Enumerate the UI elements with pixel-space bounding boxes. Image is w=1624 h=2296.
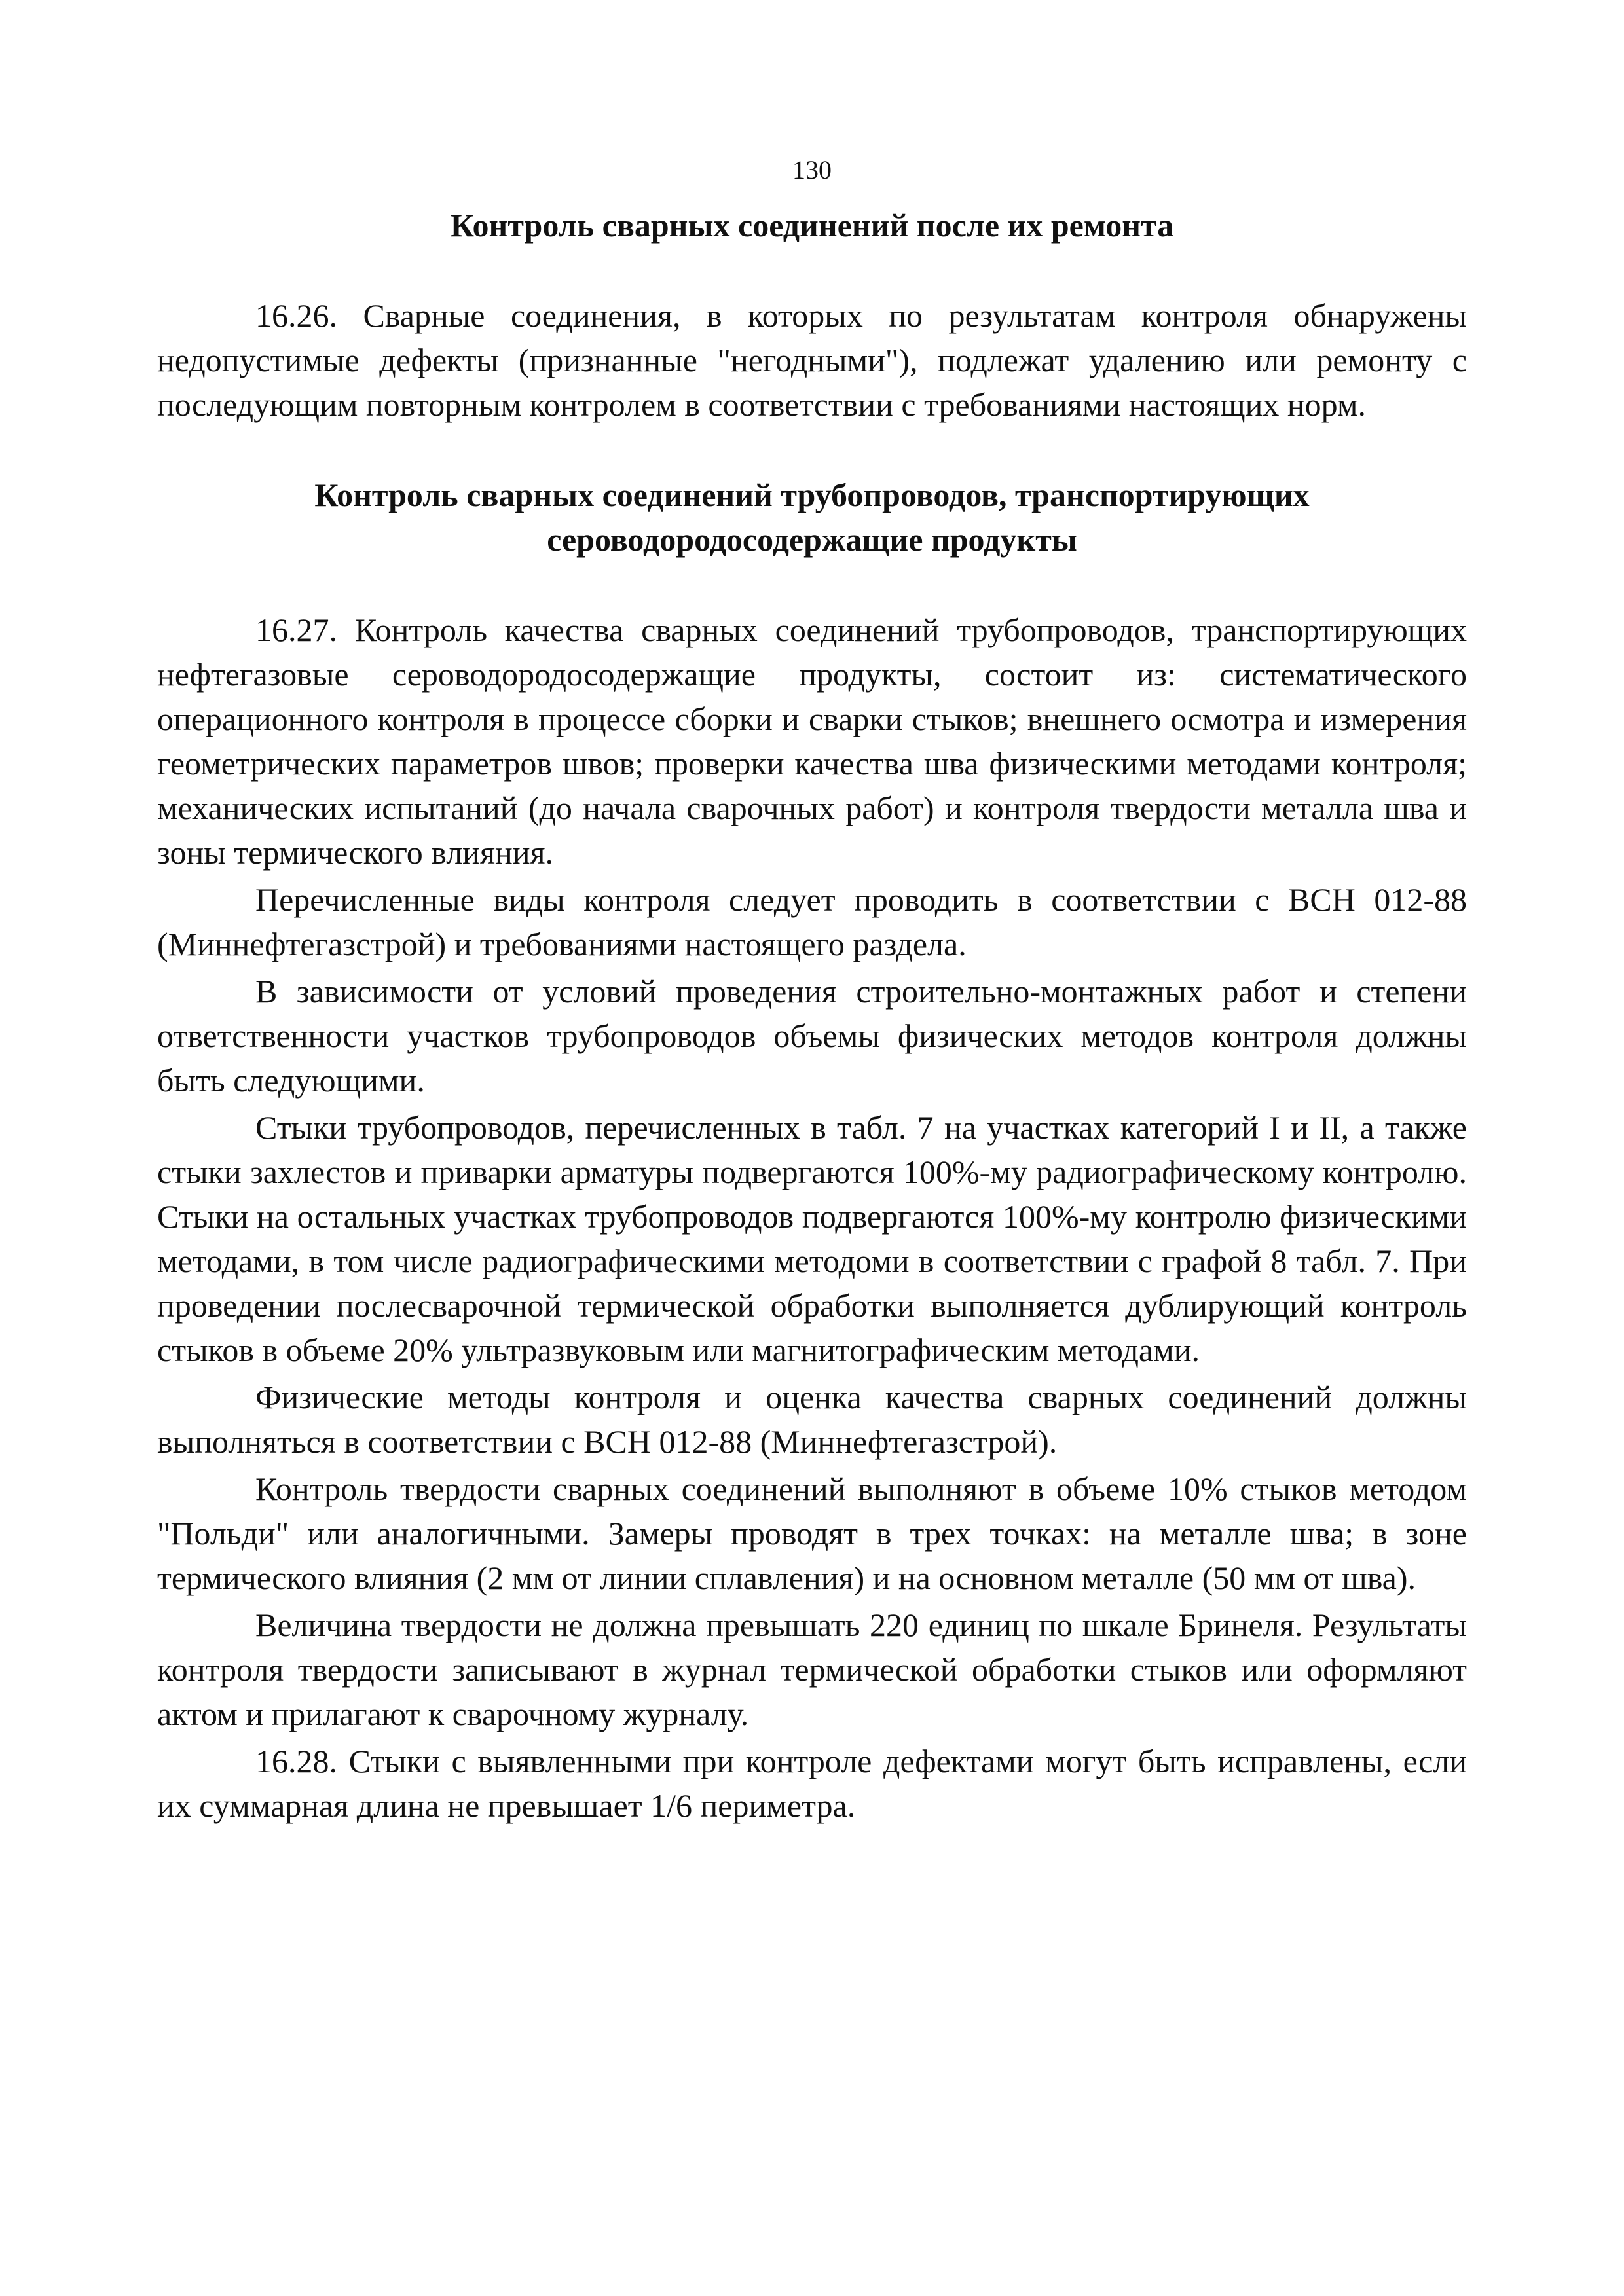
- section-title: [157, 203, 1467, 247]
- page-number: 130: [792, 155, 832, 185]
- paragraph: Стыки трубопроводов, перечисленных в табл. 7 на участках категорий I и II, а также стыки захлестов и приварки арматуры подвергаются 100%-му радиографическому контролю. Стыки на остальных участках трубопроводов подвергаются 100%-му контролю физическими методами, в том числе радиографическими методоми в соответствии с графой 8 табл. 7. При проведении послесварочной термической обработки выполняется дублирующий контроль стыков в объеме 20% ультразвуковым или магнитографическим методами.: [157, 1109, 1467, 1368]
- paragraph: 16.28. Стыки с выявленными при контроле дефектами могут быть исправлены, если их суммарная длина не превышает 1/6 периметра.: [157, 1743, 1467, 1824]
- paragraph: 16.27. Контроль качества сварных соединений трубопроводов, транспортирующих нефтегазовые сероводородосодержащие продукты, состоит из: систематического операционного контроля в процессе сборки и сварки стыков; внешнего осмотра и измерения геометрических параметров швов; проверки качества шва физическими методами контроля; механических испытаний (до начала сварочных работ) и контроля твердости металла шва и зоны термического влияния.: [157, 611, 1467, 871]
- paragraph: В зависимости от условий проведения строительно-монтажных работ и степени ответственности участков трубопроводов объемы физических методов контроля должны быть следующими.: [157, 973, 1467, 1099]
- paragraph: Величина твердости не должна превышать 220 единиц по шкале Бринеля. Результаты контроля твердости записывают в журнал термической обработки стыков или оформляют актом и прилагают к сварочному журналу.: [157, 1607, 1467, 1732]
- paragraph: Контроль твердости сварных соединений выполняют в объеме 10% стыков методом "Польди" или аналогичными. Замеры проводят в трех точках: на металле шва; в зоне термического влияния (2 мм от линии сплавления) и на основном металле (50 мм от шва).: [157, 1470, 1467, 1596]
- paragraph: Физические методы контроля и оценка качества сварных соединений должны выполняться в соответствии с ВСН 012-88 (Миннефтегазстрой).: [157, 1379, 1467, 1460]
- section-title-line: Контроль сварных соединений после их ремонта: [450, 207, 1174, 244]
- paragraph: Перечисленные виды контроля следует проводить в соответствии с ВСН 012-88 (Миннефтегазстрой) и требованиями настоящего раздела.: [157, 881, 1467, 962]
- paragraph: 16.26. Сварные соединения, в которых по результатам контроля обнаружены недопустимые дефекты (признанные "негодными"), подлежат удалению или ремонту с последующим повторным контролем в соответствии с требованиями настоящих норм.: [157, 297, 1467, 423]
- section-title: [157, 473, 1467, 562]
- section-title-line: сероводородосодержащие продукты: [547, 521, 1077, 558]
- section-title-line: Контроль сварных соединений трубопроводов, транспортирующих: [314, 477, 1310, 513]
- document-page: [157, 151, 1467, 1828]
